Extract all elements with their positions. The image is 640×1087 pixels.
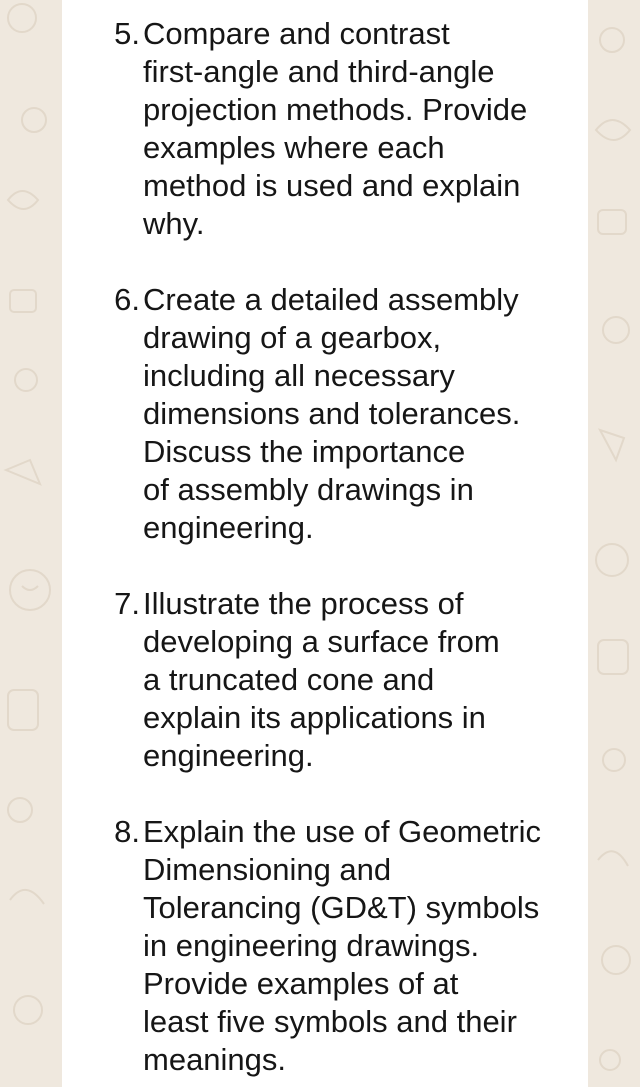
question-text-line: in engineering drawings. bbox=[143, 928, 480, 963]
question-text bbox=[143, 15, 588, 243]
question-text bbox=[143, 281, 588, 547]
question-text-line: projection methods. Provide bbox=[143, 92, 528, 127]
question-text-line: least five symbols and their bbox=[143, 1004, 517, 1039]
question-text-line: drawing of a gearbox, bbox=[143, 320, 442, 355]
question-number: 5. bbox=[114, 16, 140, 51]
question-text-line: explain its applications in bbox=[143, 700, 486, 735]
question-text-line: method is used and explain bbox=[143, 168, 521, 203]
question-text-line: Tolerancing (GD&T) symbols bbox=[143, 890, 540, 925]
question-text-line: developing a surface from bbox=[143, 624, 500, 659]
question-text-line: Dimensioning and bbox=[143, 852, 392, 887]
question-text-line: a truncated cone and bbox=[143, 662, 435, 697]
question-text-line: Create a detailed assembly bbox=[143, 282, 519, 317]
question-text-line: examples where each bbox=[143, 130, 445, 165]
question-text-line: dimensions and tolerances. bbox=[143, 396, 521, 431]
question-text-line: Discuss the importance bbox=[143, 434, 466, 469]
question-text-line: meanings. bbox=[143, 1042, 287, 1077]
question-text-line: including all necessary bbox=[143, 358, 455, 393]
question-text-line: of assembly drawings in bbox=[143, 472, 474, 507]
question-text bbox=[143, 813, 588, 1079]
question-text-line: Compare and contrast bbox=[143, 16, 450, 51]
question-text-line: first-angle and third-angle bbox=[143, 54, 495, 89]
question-number: 7. bbox=[114, 586, 140, 621]
question-text-line: engineering. bbox=[143, 738, 314, 773]
message-bubble bbox=[62, 0, 588, 1087]
question-text-line: Explain the use of Geometric bbox=[143, 814, 542, 849]
question-number: 6. bbox=[114, 282, 140, 317]
question-text-line: Provide examples of at bbox=[143, 966, 459, 1001]
question-text-line: engineering. bbox=[143, 510, 314, 545]
question-text-line: Illustrate the process of bbox=[143, 586, 464, 621]
question-text bbox=[143, 585, 588, 775]
question-number: 8. bbox=[114, 814, 140, 849]
question-text-line: why. bbox=[143, 206, 205, 241]
